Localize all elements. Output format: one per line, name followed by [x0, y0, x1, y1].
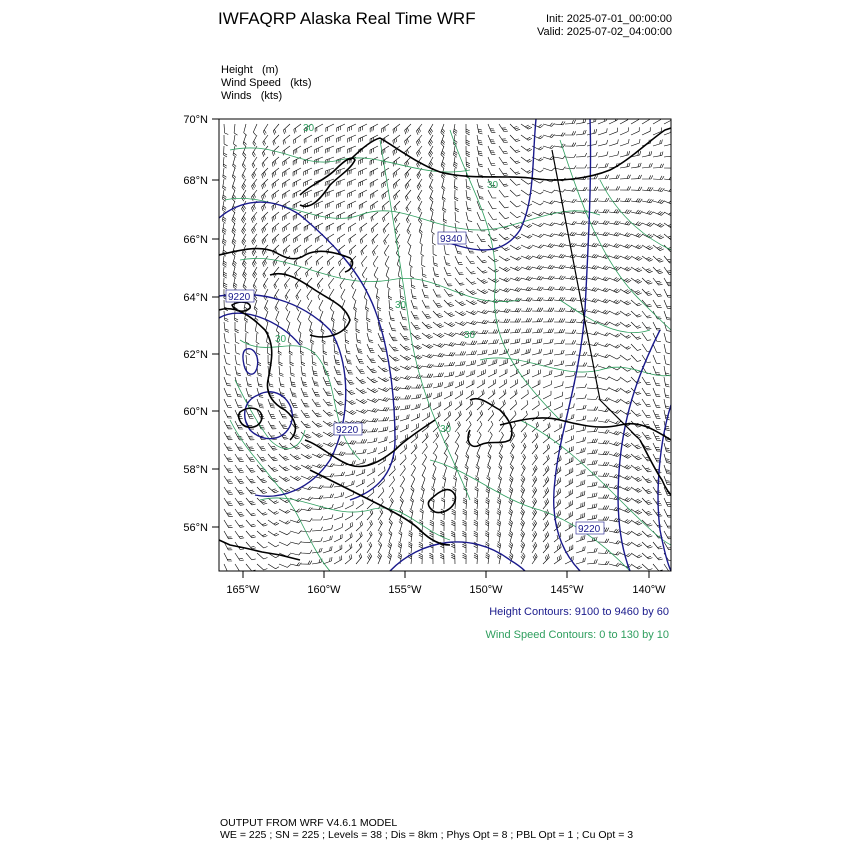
init-time: Init: 2025-07-01_00:00:00 [546, 13, 672, 25]
speed-contour-label: 30 [303, 123, 315, 134]
height-contour-label: 9220 [336, 425, 359, 436]
lat-label: 60°N [183, 406, 208, 418]
latitude-axis [183, 114, 219, 534]
speed-contour-label: 30 [487, 180, 499, 191]
coastline-norton [270, 274, 350, 337]
height-contour [390, 542, 525, 571]
international-border [552, 150, 640, 440]
speed-contour-label: 30 [464, 330, 476, 341]
lon-label: 150°W [469, 584, 503, 596]
field-height: Height (m) [221, 64, 279, 76]
height-contour [243, 349, 258, 374]
speed-contour-label: 30 [440, 424, 452, 435]
speed-contour [225, 198, 600, 230]
height-contour-label: 9220 [228, 292, 251, 303]
height-contour [618, 330, 660, 571]
lat-label: 64°N [183, 292, 208, 304]
lat-label: 68°N [183, 175, 208, 187]
height-contour-legend: Height Contours: 9100 to 9460 by 60 [489, 606, 669, 618]
height-contour-label: 9220 [578, 524, 601, 535]
lon-label: 140°W [632, 584, 666, 596]
coastline-nunivak [239, 408, 262, 427]
field-winds: Winds (kts) [221, 90, 283, 102]
plot-title: IWFAQRP Alaska Real Time WRF [218, 9, 476, 28]
lat-label: 62°N [183, 349, 208, 361]
lon-label: 160°W [307, 584, 341, 596]
height-contour [245, 392, 293, 439]
speed-contour [380, 140, 470, 500]
wind-speed-contours [225, 130, 671, 571]
model-config: WE = 225 ; SN = 225 ; Levels = 38 ; Dis = 8km ; Phys Opt = 8 ; PBL Opt = 1 ; Cu Opt = 3 [220, 829, 634, 841]
longitude-axis [226, 571, 666, 596]
lat-label: 66°N [183, 234, 208, 246]
speed-contour [240, 258, 520, 301]
lon-label: 155°W [388, 584, 422, 596]
valid-time: Valid: 2025-07-02_04:00:00 [537, 26, 672, 38]
field-wind-speed: Wind Speed (kts) [221, 77, 312, 89]
lon-label: 145°W [550, 584, 584, 596]
lat-label: 58°N [183, 464, 208, 476]
model-version: OUTPUT FROM WRF V4.6.1 MODEL [220, 817, 398, 829]
lat-label: 56°N [183, 522, 208, 534]
height-contour-label: 9340 [440, 234, 463, 245]
wind-speed-contour-legend: Wind Speed Contours: 0 to 130 by 10 [485, 629, 669, 641]
coastline-bristol-bay [305, 420, 435, 467]
speed-contour-label: 30 [395, 300, 407, 311]
speed-contour-label: 30 [275, 334, 287, 345]
lat-label: 70°N [183, 114, 208, 126]
lon-label: 165°W [226, 584, 260, 596]
model-info-footer [220, 817, 633, 841]
